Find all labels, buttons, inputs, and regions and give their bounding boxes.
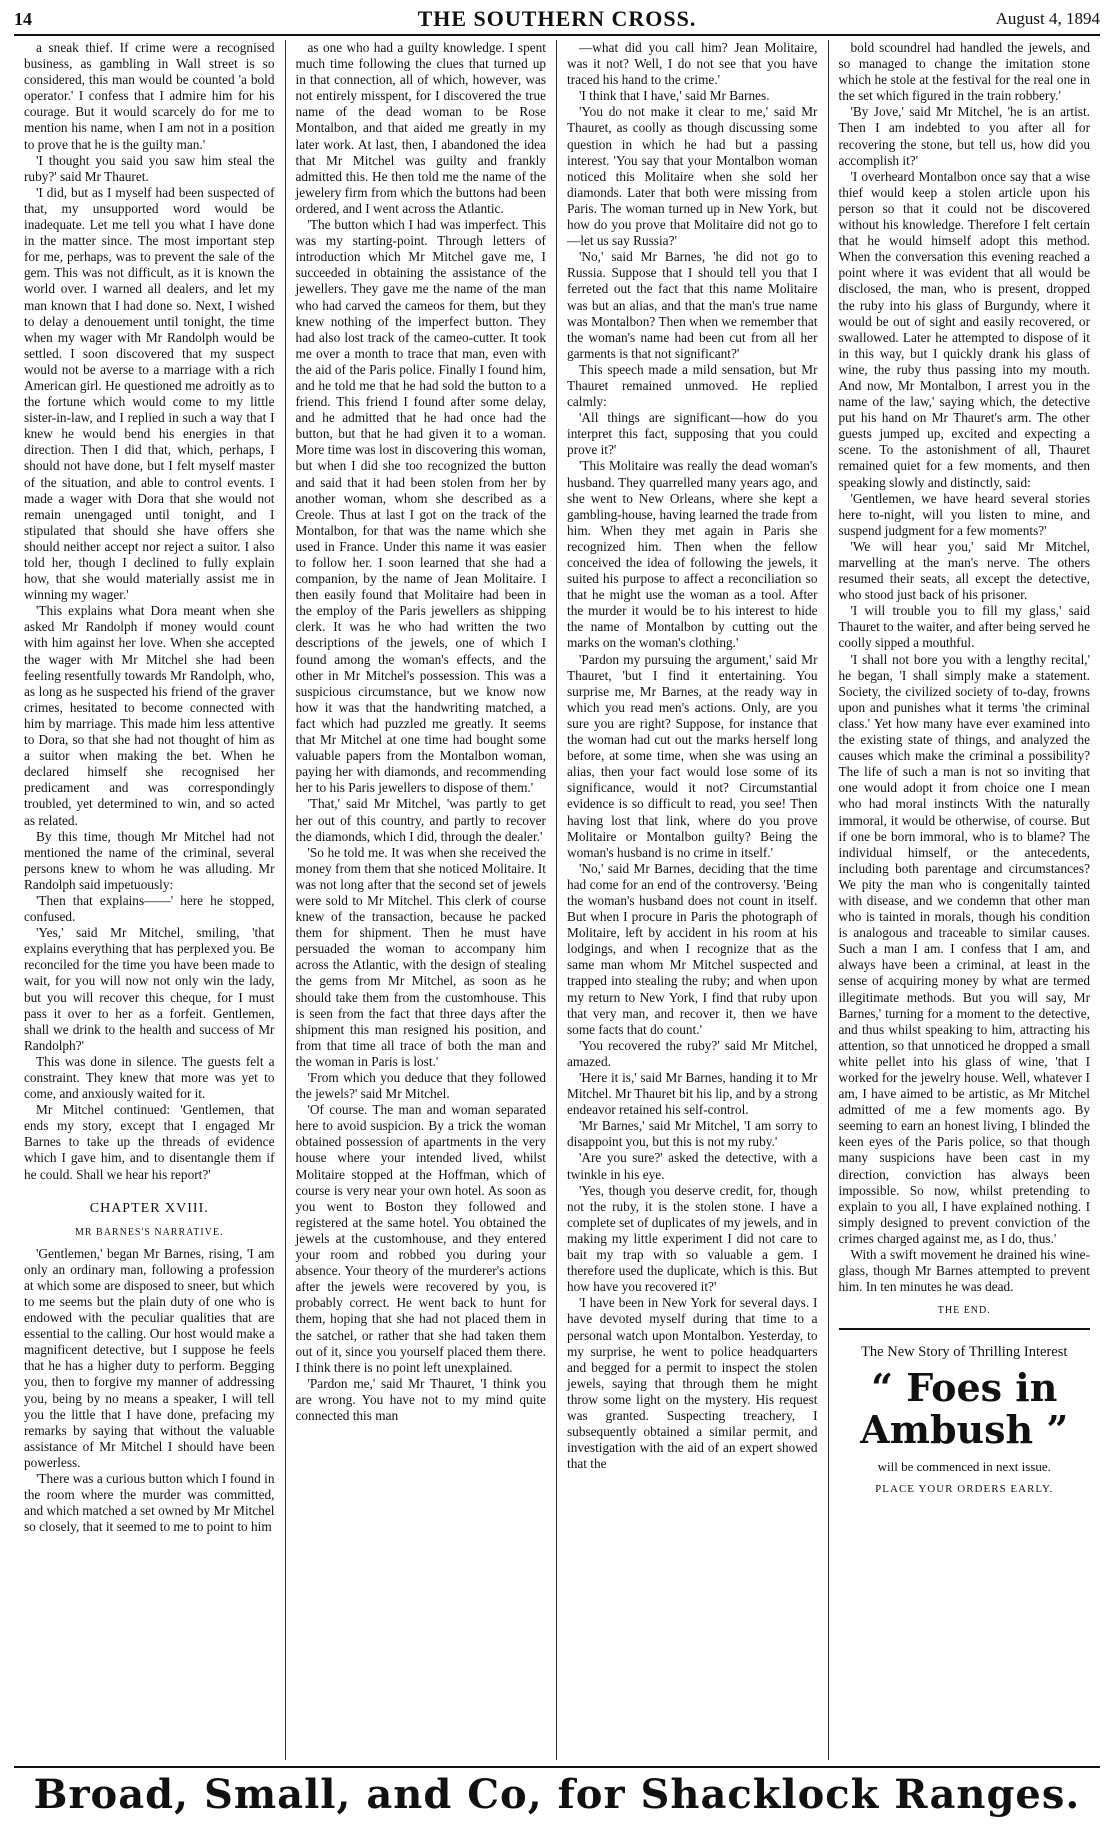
ad-tagline: The New Story of Thrilling Interest bbox=[861, 1344, 1068, 1361]
paragraph: By this time, though Mr Mitchel had not mentioned the name of the criminal, several persons knew to whom he was alluding. Mr Randolph said impetuously: bbox=[24, 828, 275, 892]
paragraph: 'Of course. The man and woman separated here to avoid suspicion. By a trick the woman obtained possession of apartments in the very house where your intended lived, whilst Molitaire stopped at the Hoffman, which of course is very near your own hotel. As soon as you went to Boston they followed and registered at the same hotel. You obtained the jewels at the customhouse, and they entered your room and robbed you during your absence. Your theory of the murderer's actions after the jewels were recovered by you, is probably correct. He went back to hunt for them, hoping that she had not placed them in the satchel, or rather that she had taken them out of it, since you yourself placed them there. I think there is no point left unexplained. bbox=[295, 1102, 546, 1375]
column-1 bbox=[14, 40, 286, 1760]
ad-title-line-1: “ Foes in bbox=[871, 1365, 1058, 1411]
paragraph: This speech made a mild sensation, but Mr Thauret remained unmoved. He replied calmly: bbox=[567, 361, 818, 410]
paragraph: 'No,' said Mr Barnes, 'he did not go to Russia. Suppose that I should tell you that I ferreted out the fact that this name Molitaire was but an alias, and that the man's true name was Montalbon? Then when we remember that the woman's name had been cut from all her garments is that not significant?' bbox=[567, 249, 818, 361]
paragraph: 'I did, but as I myself had been suspected of that, my unsupported word would be inadequate. Let me tell you what I have done in the matter since. The most important step for me, perhaps, was to prevent the sale of the gem. This was not difficult, as it is known the world over. I warned all dealers, and let my man known that I had done so. Next, I wished to delay a denouement until tonight, the time when my wager with Mr Randolph would be settled. I soon discovered that my suspect would not be averse to a marriage with a rich American girl. He questioned me adroitly as to the fortune which would come to my little sister-in-law, and I replied in such a way that I knew he would bend his energies in that direction. Then I did that, which, perhaps, I should not have done, but I felt myself master of the situation, and able to control events. I made a wager with Dora that she would not remain unengaged until tonight, and I stipulated that should she have offers she should neither accept nor reject a suitor. I also told her, though I declined to fully explain how, that she would materially assist me in winning my wager.' bbox=[24, 184, 275, 603]
paragraph: 'I think that I have,' said Mr Barnes. bbox=[579, 88, 770, 104]
paragraph: 'Mr Barnes,' said Mr Mitchel, 'I am sorry to disappoint you, but this is not my ruby.' bbox=[567, 1118, 818, 1150]
column-3 bbox=[557, 40, 829, 1760]
paragraph: 'You do not make it clear to me,' said Mr Thauret, as coolly as though discussing some question in which he had but a passing interest. 'You say that your Montalbon woman noticed this Molitaire when she sold her diamonds. Later that both were missing from Paris. The woman turned up in New York, but how do you prove that Molitaire did not go to—let us say Russia?' bbox=[567, 104, 818, 249]
paragraph: 'Then that explains——' here he stopped, confused. bbox=[24, 892, 275, 925]
paragraph: 'Yes, though you deserve credit, for, though not the ruby, it is the stolen stone. I have a complete set of duplicates of my jewels, and in making my little experiment I did not care to bait my trap with so valuable a gem. I therefore used the duplicate, which is this. But how have you recovered it?' bbox=[567, 1182, 818, 1295]
paragraph: 'This explains what Dora meant when she asked Mr Randolph if money would count with him against her love. When she accepted the wager with Mr Mitchel she had been feeling resentfully towards Mr Randolph, who, as long as he suspected his friend of the graver crimes, hesitated to become connected with him by marriage. This made him less attentive to Dora, so that she had not thought of him as a suitor when making the bet. When he declared himself she recognised her predicament and was correspondingly troubled, yet determined to win, and so acted as related. bbox=[24, 603, 275, 828]
column-4-text bbox=[839, 40, 1091, 1295]
paragraph: Mr Mitchel continued: 'Gentlemen, that ends my story, except that I engaged Mr Barnes to take up the threads of evidence which I gave him, and to disentangle them if he could. Shall we hear his report?' bbox=[24, 1102, 275, 1182]
paragraph: bold scoundrel had handled the jewels, and so managed to change the imitation stone which he stole at the festival for the real one in the set which figured in the train robbery.' bbox=[838, 40, 1090, 104]
paragraph: 'This Molitaire was really the dead woman's husband. They quarrelled many years ago, and she went to New Orleans, where she kept a gambling-house, having learned the trade from him. When they met again in Paris she recognized him. Then when the fellow conceived the idea of following the jewels, it suited his purpose to affect a reconciliation so that he might use the woman as a tool. After the murder it would be to his interest to hide the name of Montalbon by cutting out the marks on the woman's clothing.' bbox=[567, 458, 818, 651]
paragraph: as one who had a guilty knowledge. I spent much time following the clues that turned up in that connection, all of which, however, was not entirely misspent, for I discovered the true name of the dead woman to be Rose Montalbon, and that aided me greatly in my later work. At last, then, I abandoned the idea that Mr Mitchel was guilty and frankly admitted this. He then told me the name of the jewelery firm from which the buttons had been ordered, and I went across the Atlantic. bbox=[295, 40, 546, 216]
paragraph: 'Here it is,' said Mr Barnes, handing it to Mr Mitchel. Mr Thauret bit his lip, and by a strong endeavor retained his self-control. bbox=[567, 1070, 818, 1118]
paragraph: 'I have been in New York for several days. I have devoted myself during that time to a personal watch upon Montalbon. Yesterday, to my surprise, he went to police headquarters and begged for a permit to inspect the stolen jewels, saying that through them he might throw some light on the mystery. His request was granted. Suspecting treachery, I subsequently obtained a similar permit, and investigation with the aid of an expert showed that the bbox=[567, 1295, 818, 1472]
column-1-text bbox=[24, 40, 275, 1183]
paragraph: 'So he told me. It was when she received the money from them that she noticed Molitaire. It was not long after that the second set of jewels were sold to Mr Mitchel. This clerk of course knew of the transaction, because he packed them for shipment. Then he must have persuaded the woman to accompany him across the Atlantic, with the design of stealing the gems from Mr Mitchel, as soon as he should take them from the customhouse. This is seen from the fact that three days after the shipment this man resigned his position, and from that time all trace of both the man and the woman in Paris is lost.' bbox=[295, 844, 546, 1069]
the-end-label: THE END. bbox=[937, 1305, 991, 1317]
chapter-heading: CHAPTER XVIII. bbox=[89, 1200, 209, 1216]
paragraph: 'No,' said Mr Barnes, deciding that the time had come for an end of the controversy. 'Being the woman's husband does not count in itself. But when I procure in Paris the photograph of Molitaire, left by accident in his room at his lodgings, and when I recognize that as the same man whom Mr Mitchel suspected and trapped into stealing the ruby; and when upon my return to New York, I find that ruby upon that very man, and recover it, then we have some facts that do count.' bbox=[567, 860, 818, 1037]
chapter-subtitle: MR BARNES'S NARRATIVE. bbox=[74, 1226, 224, 1238]
paragraph: 'I shall not bore you with a lengthy recital,' he began, 'I shall simply make a statement. Society, the civilized society of to-day, frowns upon and punishes what it terms 'the criminal class.' Yet how many have ever examined into the existing state of things, and analyzed the causes which make the criminal a possibility? The life of such a man is not so inviting that one would adopt it from choice one I mean who had moral instincts With the naturally immoral, it would be otherwise, of course. But if one be born immoral, who is to blame? The individual himself, or the antecedents, including both parentage and circumstances? We pity the man who is congenitally tainted with disease, and we condemn that other man who is tainted in morals, though his condition is analogous and traceable to similar causes. Such a man I am. I confess that I am, and always have been a criminal, at least in the sense of acquiring money by what are termed illegitimate methods. But you will say, Mr Barnes,' turning for a moment to the detective, and thus whilst speaking to him, attracting his attention, so that unnoticed he dropped a small white pellet into his glass of wine, 'that I worked for the jewelry house. Well, whatever I am, I have aimed to be artistic, as Mr Mitchel admitted of me a few moments ago. By seeming to earn an honest living, I blinded the keen eyes of the Paris police, so that though many suspicions have been cast in my direction, conviction has always been impossible. So now, whilst pretending to explain to you all, I have explained nothing. I simply designed to prevent conviction of the crimes charged against me, as I do, thus.' bbox=[838, 651, 1090, 1246]
paragraph: 'I will trouble you to fill my glass,' said Thauret to the waiter, and after being served he coolly sipped a mouthful. bbox=[838, 603, 1090, 651]
paragraph: With a swift movement he drained his wine-glass, though Mr Barnes attempted to prevent him. In ten minutes he was dead. bbox=[838, 1247, 1090, 1295]
paragraph: 'You recovered the ruby?' said Mr Mitchel, amazed. bbox=[567, 1037, 818, 1069]
paragraph: a sneak thief. If crime were a recognised business, as gambling in Wall street is so considered, this man would be counted 'a bold operator.' I confess that I admire him for his courage. But it would scarcely do for me to mention his name, when I am not in a position to prove that he is the guilty man.' bbox=[24, 40, 275, 152]
paragraph: 'Yes,' said Mr Mitchel, smiling, 'that explains everything that has perplexed you. Be reconciled for the time you have been made to wait, for you will now not only win the lady, but you will recover this cheque, for I must pass it over to her as a forfeit. Gentlemen, shall we drink to the health and success of Mr Randolph?' bbox=[24, 925, 275, 1053]
page-header bbox=[14, 4, 1100, 36]
article-columns bbox=[14, 40, 1100, 1760]
paragraph: 'From which you deduce that they followed the jewels?' said Mr Mitchel. bbox=[295, 1070, 546, 1102]
paragraph: 'That,' said Mr Mitchel, 'was partly to get her out of this country, and partly to recover the diamonds, which I did, through the dealer.' bbox=[295, 796, 546, 844]
ad-title-line-2: Ambush ” bbox=[860, 1407, 1069, 1453]
paragraph: This was done in silence. The guests felt a constraint. They knew that more was yet to come, and anxiously waited for it. bbox=[24, 1053, 275, 1102]
newspaper-title: THE SOUTHERN CROSS. bbox=[417, 6, 697, 31]
footer-advertisement: Broad, Small, and Co, for Shacklock Ranges. bbox=[14, 1766, 1100, 1820]
paragraph: 'The button which I had was imperfect. This was my starting-point. Through letters of introduction which Mr Mitchel gave me, I succeeded in obtaining the assistance of the jewellers. They gave me the name of the man who had carved the cameos for them, but they knew nothing of the imperfect button. They had also lost track of the cameo-cutter. It took me over a month to trace that man, even with the aid of the Paris police. Finally I found him, and he told me that he had sold the button to a friend. This friend I found after some delay, and he admitted that he had once had the button, but that he had given it to a woman. More time was lost in discovering this woman, but when I did she too recognized the button and said that it had been stolen from her by another woman, whom she described as a Creole. Thus at last I got on the track of the Montalbon, for that was the name which she used in France. Under this name it was easier to follow her. I soon learned that she had a companion, by the name of Jean Molitaire. I then easily found that Molitaire had been in the employ of the Paris jewellers as shipping clerk. It was he who had written the two descriptions of the jewels, one of which I found among the woman's effects, and the other in Mr Mitchel's possession. This was a suspicious circumstance, but we know now how it was that the handwriting matched, a fact which had puzzled me greatly. It seems that Mr Mitchel at one time had bought some valuable papers from the Montalbon woman, paying her with diamonds, and recommending her to his Paris jewellers to dispose of them.' bbox=[295, 217, 546, 796]
paragraph: 'We will hear you,' said Mr Mitchel, marvelling at the man's nerve. The others resumed their seats, all except the detective, who stood just back of his prisoner. bbox=[838, 538, 1090, 603]
story-advertisement bbox=[839, 1328, 1091, 1495]
paragraph: —what did you call him? Jean Molitaire, was it not? Well, I do not see that you have traced his hand to the crime.' bbox=[567, 40, 818, 88]
column-1-text-after bbox=[24, 1246, 275, 1536]
paragraph: 'I overheard Montalbon once say that a wise thief would keep a stolen article upon his person so that it could not be discovered without his knowledge. Therefore I felt certain that he would himself adopt this method. When the conversation this evening reached a point where it was evident that all would be disclosed, the man, who is present, dropped the ruby into his glass of Burgundy, where it would be out of sight and easily recovered, or swallowed. Later he attempted to dispose of it in this way, but I quickly drank his glass of wine, the ruby thus passing into my mouth. And now, Mr Montalbon, I arrest you in the name of the law,' saying which, the detective put his hand on Mr Thauret's arm. The other guests jumped up, excited and expecting a scene. To the astonishment of all, Thauret remained quiet for a few moments, and then speaking slowly and distinctly, said: bbox=[838, 168, 1090, 490]
paragraph: 'Pardon me,' said Mr Thauret, 'I think you are wrong. You have not to my mind quite connected this man bbox=[295, 1375, 546, 1423]
paragraph: 'Gentlemen, we have heard several stories here to-night, will you listen to mine, and suspend judgment for a few moments?' bbox=[838, 490, 1090, 538]
ad-footnote: PLACE YOUR ORDERS EARLY. bbox=[875, 1483, 1054, 1496]
paragraph: 'By Jove,' said Mr Mitchel, 'he is an artist. Then I am indebted to you after all for recovering the stone, but tell us, how did you accomplish it?' bbox=[838, 104, 1090, 168]
column-3-text bbox=[567, 40, 818, 1472]
column-4 bbox=[829, 40, 1101, 1760]
paragraph: 'I thought you said you saw him steal the ruby?' said Mr Thauret. bbox=[24, 152, 275, 184]
column-2 bbox=[286, 40, 558, 1760]
issue-date: August 4, 1894 bbox=[995, 9, 1100, 28]
column-2-text bbox=[296, 40, 547, 1424]
paragraph: 'Are you sure?' asked the detective, with a twinkle in his eye. bbox=[567, 1150, 818, 1182]
ad-body: will be commenced in next issue. bbox=[877, 1459, 1051, 1475]
paragraph: 'Pardon my pursuing the argument,' said Mr Thauret, 'but I find it entertaining. You surprise me, Mr Barnes, at the ready way in which you read men's actions. Only, are you sure you are right? Suppose, for instance that the woman had cut out the marks herself long before, at some time, when she was using an alias, then your fact would lose some of its significance, would it not? Circumstantial evidence is so difficult to read, you see! Then having lost that link, where do you prove Molitaire or Montalbon guilty? Being the woman's husband is no crime in itself.' bbox=[567, 651, 818, 860]
paragraph: 'All things are significant—how do you interpret this fact, supposing that you could prove it?' bbox=[567, 410, 818, 458]
page-number: 14 bbox=[14, 8, 32, 29]
paragraph: 'Gentlemen,' began Mr Barnes, rising, 'I am only an ordinary man, following a profession at which some are disposed to sneer, but which to me seems but the plain duty of one who is endowed with the peculiar qualities that are essential to the calling. Our host would make a magnificent detective, but I suppose he feels that he has a higher duty to perform. Begging you, then to forgive my manner of addressing you, being by no means a speaker, I will tell you the little that I have done, prefacing my remarks by saying that without the valuable assistance of Mr Mitchel I should have been powerless. bbox=[24, 1245, 275, 1470]
paragraph: 'There was a curious button which I found in the room where the murder was committed, and which matched a set owned by Mr Mitchel so closely, that it seemed to me to point to him bbox=[24, 1470, 275, 1535]
